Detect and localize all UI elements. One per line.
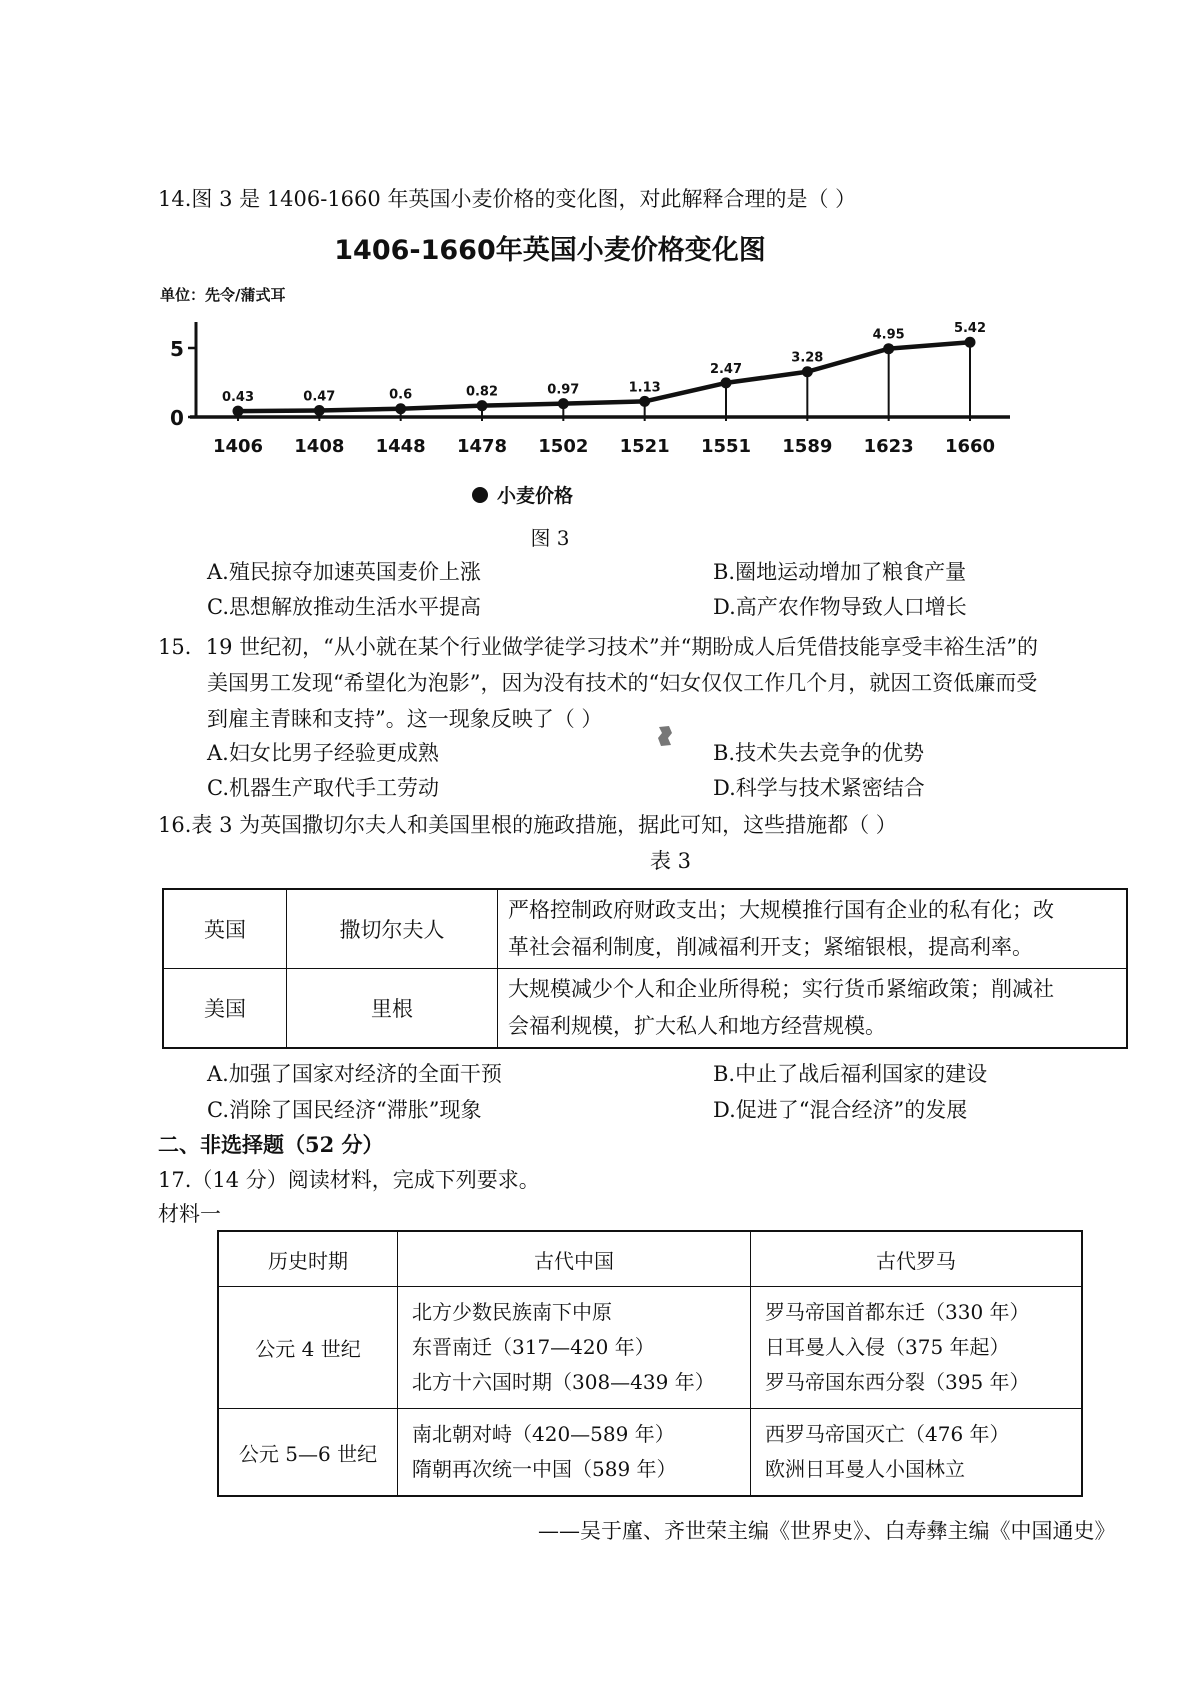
data-label: 1.13	[628, 380, 661, 396]
table-cell-leader: 里根	[287, 969, 498, 1049]
rome-cell	[751, 1287, 1083, 1409]
data-point	[558, 398, 569, 409]
figure-caption: 图 3	[530, 526, 570, 550]
data-point	[639, 396, 650, 407]
x-tick-label: 1448	[375, 436, 426, 457]
era-cell: 公元 4 世纪	[218, 1287, 398, 1409]
q17-stem: 17.（14 分）阅读材料，完成下列要求。	[158, 1168, 540, 1192]
y-tick-label: 0	[170, 406, 184, 430]
header-rome: 古代罗马	[751, 1231, 1083, 1287]
data-label: 4.95	[872, 327, 905, 343]
x-tick-label: 1589	[782, 436, 833, 457]
q15-stem-line1: 15．19 世纪初，“从小就在某个行业做学徒学习技术”并“期盼成人后凭借技能享受丰裕生活”的	[158, 635, 1039, 659]
data-label: 0.43	[221, 390, 255, 406]
cell-line: 隋朝再次统一中国（589 年）	[412, 1457, 677, 1481]
q15-stem-line2: 美国男工发现“希望化为泡影”，因为没有技术的“妇女仅仅工作几个月，就因工资低廉而受	[207, 671, 1038, 695]
data-point	[477, 400, 488, 411]
series-line-wheat-price	[238, 342, 970, 411]
x-tick-label: 1408	[294, 436, 345, 457]
q15-stem-line3: 到雇主青睐和支持”。这一现象反映了（ ）	[207, 707, 603, 731]
data-point	[802, 366, 813, 377]
legend-marker	[472, 487, 488, 503]
header-era: 历史时期	[218, 1231, 398, 1287]
table-cell-leader: 撒切尔夫人	[287, 889, 498, 969]
data-label: 0.47	[303, 389, 336, 405]
data-label: 0.97	[547, 382, 580, 398]
chart-unit-label: 单位：先令/蒲式耳	[160, 286, 286, 304]
q16-option-c: C.消除了国民经济“滞胀”现象	[207, 1098, 482, 1122]
q15-option-b: B.技术失去竞争的优势	[713, 741, 925, 765]
table-row	[163, 889, 1127, 969]
q15-option-a: A.妇女比男子经验更成熟	[207, 741, 439, 765]
data-point	[233, 406, 244, 417]
wheat-price-chart	[150, 300, 1010, 510]
material-label: 材料一	[158, 1202, 221, 1226]
x-tick-label: 1478	[456, 436, 508, 457]
x-tick-label: 1551	[700, 436, 752, 457]
table-cell-country: 美国	[163, 969, 287, 1049]
data-point	[965, 337, 976, 348]
measures-line: 革社会福利制度，削减福利开支；紧缩银根，提高利率。	[508, 935, 1033, 959]
chart-title: 1406-1660年英国小麦价格变化图	[334, 235, 766, 266]
measures-line: 严格控制政府财政支出；大规模推行国有企业的私有化；改	[508, 898, 1054, 922]
q14-option-d: D.高产农作物导致人口增长	[713, 595, 967, 619]
q16-option-d: D.促进了“混合经济”的发展	[713, 1098, 968, 1122]
cell-line: 罗马帝国首都东迁（330 年）	[765, 1300, 1030, 1324]
table-row	[218, 1409, 1082, 1497]
x-tick-label: 1660	[944, 436, 996, 457]
data-point	[395, 403, 406, 414]
data-point	[721, 377, 732, 388]
data-label: 0.6	[389, 387, 413, 403]
table-row	[218, 1287, 1082, 1409]
cell-line: 欧洲日耳曼人小国林立	[765, 1457, 965, 1481]
rome-cell	[751, 1409, 1083, 1497]
table-cell-measures	[498, 969, 1128, 1049]
cell-line: 南北朝对峙（420—589 年）	[412, 1422, 675, 1446]
cell-line: 北方少数民族南下中原	[412, 1300, 612, 1324]
measures-line: 会福利规模，扩大私人和地方经营规模。	[508, 1014, 886, 1038]
table-3	[162, 888, 1128, 1049]
x-tick-label: 1623	[863, 436, 914, 457]
table-cell-country: 英国	[163, 889, 287, 969]
data-point	[883, 343, 894, 354]
measures-line: 大规模减少个人和企业所得税；实行货币紧缩政策；削减社	[508, 977, 1054, 1001]
legend-label: 小麦价格	[497, 485, 574, 507]
section-heading: 二、非选择题（52 分）	[158, 1132, 384, 1157]
material-table	[217, 1230, 1083, 1497]
era-cell: 公元 5—6 世纪	[218, 1409, 398, 1497]
y-tick-label: 5	[170, 337, 184, 361]
q14-option-a: A.殖民掠夺加速英国麦价上涨	[207, 560, 481, 584]
cell-line: 东晋南迁（317—420 年）	[412, 1335, 655, 1359]
q15-option-c: C.机器生产取代手工劳动	[207, 776, 439, 800]
source-citation: ——吴于廑、齐世荣主编《世界史》、白寿彝主编《中国通史》	[538, 1519, 1116, 1543]
header-china: 古代中国	[398, 1231, 751, 1287]
table-cell-measures	[498, 889, 1128, 969]
q16-stem: 16.表 3 为英国撒切尔夫人和美国里根的施政措施，据此可知，这些措施都（ ）	[158, 813, 897, 837]
data-label: 2.47	[709, 361, 743, 377]
cell-line: 罗马帝国东西分裂（395 年）	[765, 1370, 1030, 1394]
china-cell	[398, 1409, 751, 1497]
q16-option-a: A.加强了国家对经济的全面干预	[207, 1062, 502, 1086]
x-tick-label: 1502	[538, 436, 589, 457]
q14-option-c: C.思想解放推动生活水平提高	[207, 595, 481, 619]
data-label: 0.82	[465, 384, 499, 400]
x-tick-label: 1521	[619, 436, 670, 457]
cell-line: 北方十六国时期（308—439 年）	[412, 1370, 715, 1394]
data-point	[314, 405, 325, 416]
cell-line: 西罗马帝国灭亡（476 年）	[765, 1422, 1010, 1446]
table3-caption: 表 3	[650, 849, 692, 873]
q16-option-b: B.中止了战后福利国家的建设	[713, 1062, 988, 1086]
q14-stem: 14.图 3 是 1406-1660 年英国小麦价格的变化图，对此解释合理的是（ ）	[158, 187, 857, 211]
china-cell	[398, 1287, 751, 1409]
table-row	[163, 969, 1127, 1049]
x-tick-label: 1406	[212, 436, 264, 457]
table-header-row	[218, 1231, 1082, 1287]
data-label: 5.42	[953, 321, 987, 337]
data-label: 3.28	[791, 350, 824, 366]
q14-option-b: B.圈地运动增加了粮食产量	[713, 560, 967, 584]
scan-mark-icon	[655, 724, 675, 748]
cell-line: 日耳曼人入侵（375 年起）	[765, 1335, 1010, 1359]
q15-option-d: D.科学与技术紧密结合	[713, 776, 925, 800]
